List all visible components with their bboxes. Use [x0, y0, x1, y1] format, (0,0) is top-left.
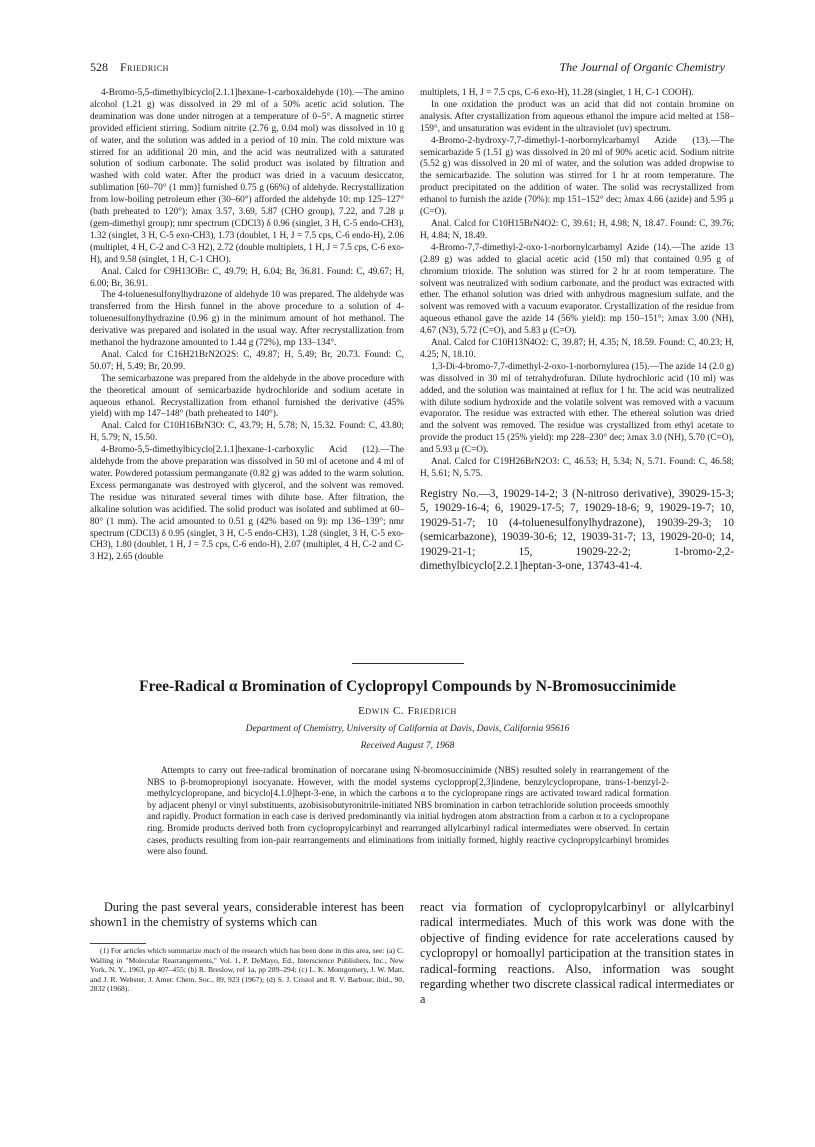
right-column	[420, 88, 734, 574]
left-column	[90, 88, 404, 564]
footnote-text: (1) For articles which summarize much of the research which has been done in this area, see: (a) C. Walling in "Molecular Rearrangements," Vol. 1, P. DeMayo, Ed., Interscience Publishers, Inc., New York, N. Y., 1963, pp 407–455; (b) R. Breslow, ref 1a, pp 289–294; (c) L. K. Montgomery, J. W. Matt, and J. R. Webster, J. Amer. Chem. Soc., 89, 923 (1967); (d) S. J. Cristol and R. V. Barbour, ibid., 90, 2832 (1968).	[90, 946, 404, 994]
footnote	[90, 943, 404, 994]
body-left	[90, 900, 404, 931]
paragraph: react via formation of cyclopropylcarbinyl or allylcarbinyl radical intermediates. Much of this work was done with the objective of finding evidence for rate accelerations caused by cyclopropyl or homoallyl participation at the transition states in radical-forming reactions. Also, information was sought regarding whether two discrete classical radical intermediates or a	[420, 900, 734, 1007]
body-right	[420, 900, 734, 1008]
paragraph: The 4-toluenesulfonylhydrazone of aldehyde 10 was prepared. The aldehyde was transferred from the Hirsh funnel in the above procedure to a solution of 4-toluenesulfonylhydrazine (0.96 g) in the minimum amount of hot methanol. The derivative was prepared and isolated in the usual way. After recrystallization from methanol the hydrazone amounted to 1.44 g (72%), mp 133–134°.	[90, 290, 404, 349]
article-affiliation: Department of Chemistry, University of California at Davis, Davis, California 95616	[245, 724, 570, 734]
footnote-rule	[90, 943, 146, 944]
paragraph: 4-Bromo-7,7-dimethyl-2-oxo-1-norbornylcarbamyl Azide (14).—The azide 13 (2.89 g) was added to glacial acetic acid (150 ml) that contained 0.95 g of chromium trioxide. The solution was stirred for 2 hr at room temperature. The solvent was neutralized with sodium carbonate, and the product was extracted with ether. The ethanol solution was dried with anhydrous magnesium sulfate, and the solvent was removed with a vacuum evaporator. Crystallization of the residue from aqueous ethanol gave the azide 14 (56% yield): mp 150–151°; λmax 3.00 (NH), 4.67 (N3), 5.72 (C=O), and 5.83 μ (C=O).	[420, 242, 734, 337]
paragraph: Anal. Calcd for C9H13OBr: C, 49.79; H, 6.04; Br, 36.81. Found: C, 49.67; H, 6.00; Br, 36.91.	[90, 266, 404, 289]
paragraph: Anal. Calcd for C16H21BrN2O2S: C, 49.87; H, 5.49; Br, 20.73. Found: C, 50.07; H, 5.49; Br, 20.99.	[90, 349, 404, 372]
abstract: Attempts to carry out free-radical bromination of norcarane using N-bromosuccinimide (NBS) resulted solely in rearrangement of the NBS to β-bromopropionyl isocyanate. However, with the model systems cyclopprop[2,3]indene, benzylcyclopropane, trans-1-benzyl-2-methylcyclopropane, and bicyclo[4.1.0]hept-3-ene, in which the carbons α to the cyclopropane rings are activated toward radical formation by adjacent phenyl or vinyl substituents, azobisisobutyronitrile-initiated NBS bromination in carbon tetrachloride solution proceeds smoothly and rapidly. Product formation in each case is derived predominantly via initial hydrogen atom abstraction from a carbon α to a cyclopropane ring. Bromide products derived both from cyclopropylcarbinyl and rearranged allylcarbinyl radical intermediates were observed. In certain cases, products resulting from ion-pair rearrangements and eliminations from initially formed, highly reactive cyclopropylcarbinyl bromides were also found.	[147, 765, 669, 857]
article-author: Edwin C. Friedrich	[358, 705, 457, 717]
received-date: Received August 7, 1968	[360, 741, 455, 751]
registry-numbers: Registry No.—3, 19029-14-2; 3 (N-nitroso derivative), 39029-15-3; 5, 19029-16-4; 6, 19029-17-5; 7, 19029-18-6; 9, 19029-19-7; 10, 19029-51-7; 10 (4-toluenesulfonylhydrazone), 19039-29-3; 10 (semicarbazone), 19039-30-6; 12, 19039-31-7; 13, 19029-20-0; 14, 19029-21-1; 15, 19029-22-2; 1-bromo-2,2-dimethylbicyclo[2.2.1]heptan-3-one, 13743-41-4.	[420, 487, 734, 573]
paragraph: The semicarbazone was prepared from the aldehyde in the above procedure with the theoretical amount of semicarbazide hydrochloride and sodium acetate in aqueous ethanol. Recrystallization from ethanol furnished the derivative (45% yield) with mp 147–148° (bath preheated to 140°).	[90, 373, 404, 420]
paragraph: Anal. Calcd for C19H26BrN2O3: C, 46.53; H, 5.34; N, 5.71. Found: C, 46.58; H, 5.61; N, 5.75.	[420, 457, 734, 479]
page-number: 528	[90, 60, 108, 74]
paragraph: During the past several years, considerable interest has been shown1 in the chemistry of systems which can	[90, 900, 404, 930]
paragraph: Anal. Calcd for C10H13N4O2: C, 39.87; H, 4.35; N, 18.59. Found: C, 40.23; H, 4.25; N, 18.10.	[420, 338, 734, 360]
paragraph: 4-Bromo-5,5-dimethylbicyclo[2.1.1]hexane-1-carboxylic Acid (12).—The aldehyde from the above preparation was dissolved in 50 ml of acetone and 4 ml of water. Powdered potassium permanganate (0.82 g) was added to the warm solution. Excess permanganate was destroyed with glycerol, and the solvent was removed. The residue was triturated several times with dilute base. After filtration, the alkaline solution was acidified. The solid product was isolated and sublimed at 60–80° (1 mm). The acid amounted to 0.51 g (42% based on 9): mp 136–139°; nmr spectrum (CDCl3) δ 0.95 (singlet, 3 H, C-5 endo-CH3), 1.28 (singlet, 3 H, C-5 exo-CH3), 1.80 (doublet, 1 H, J = 7.5 cps, C-6 endo-H), 2.07 (multiplet, 4 H, C-2 and C-3 H2), 2.65 (double	[90, 445, 404, 563]
paragraph: Anal. Calcd for C10H16BrN3O: C, 43.79; H, 5.78; N, 15.32. Found: C, 43.80; H, 5.79; N, 15.50.	[90, 421, 404, 444]
article-title: Free-Radical α Bromination of Cyclopropyl Compounds by N-Bromosuccinimide	[139, 678, 676, 695]
paragraph: In one oxidation the product was an acid that did not contain bromine on analysis. After crystallization from aqueous ethanol the impure acid melted at 158–159°, and unsaturation was evident in the ultraviolet (uv) spectrum.	[420, 99, 734, 134]
paragraph: multiplets, 1 H, J = 7.5 cps, C-6 exo-H), 11.28 (singlet, 1 H, C-1 COOH).	[420, 88, 694, 98]
section-divider	[352, 663, 464, 664]
running-author: Friedrich	[120, 60, 169, 74]
paragraph: 4-Bromo-5,5-dimethylbicyclo[2.1.1]hexane-1-carboxaldehyde (10).—The amino alcohol (1.21 g) was dissolved in 29 ml of a 50% acetic acid solution. The deamination was done under nitrogen at a temperature of 0–5°. A magnetic stirrer provided efficient stirring. Sodium nitrite (2.76 g, 0.04 mol) was dissolved in 10 g of water, and the solution was added in a period of 10 min. The cold mixture was stirred for an additional 20 min, and the acid was neutralized with a saturated solution of sodium carbonate. The solid product was isolated by filtration and washed with cold water. After the product was dried in a vacuum desiccator, sublimation [60–70° (1 mm)] furnished 0.75 g (66%) of aldehyde. Recrystallization from low-boiling petroleum ether (30–60°) afforded the aldehyde 10: mp 125–127° (bath preheated to 120°); λmax 3.57, 3.69, 5.87 (CHO group), 7.22, and 7.28 μ (gem-dimethyl group); nmr spectrum (CDCl3) δ 0.96 (singlet, 3 H, C-5 endo-CH3), 1.32 (singlet, 3 H, C-5 exo-CH3), 1.73 (doublet, 1 H, J = 7.5 cps, C-6 endo-H), 2.06 (multiplet, 4 H, C-2 and C-3 H2), 2.72 (double multiplets, 1 H, J = 7.5 cps, C-6 exo-H), and 9.58 (singlet, 1 H, C-1 CHO).	[90, 88, 404, 265]
journal-name: The Journal of Organic Chemistry	[559, 60, 725, 74]
running-header	[90, 60, 725, 80]
paragraph: Anal. Calcd for C10H15BrN4O2: C, 39.61; H, 4.98; N, 18.47. Found: C, 39.76; H, 4.84; N, 18.49.	[420, 218, 734, 241]
paragraph: 4-Bromo-2-hydroxy-7,7-dimethyl-1-norbornylcarbamyl Azide (13).—The semicarbazide 5 (1.51 g) was dissolved in 20 ml of 90% acetic acid. Sodium nitrite (5.52 g) was dissolved in 20 ml of water, and the solution was added dropwise to the semicarbazide. The solution was stirred for 1 hr at room temperature. The product precipitated on the addition of water. The solid was recrystallized from ethanol to furnish the azide (70%): mp 151–152° dec; λmax 4.66 (azide) and 5.95 μ (C=O).	[420, 135, 734, 218]
paragraph: 1,3-Di-4-bromo-7,7-dimethyl-2-oxo-1-norbornylurea (15).—The azide 14 (2.0 g) was dissolved in 30 ml of tetrahydrofuran. Dilute hydrochloric acid (10 ml) was added, and the solution was maintained at reflux for 1 hr. The acid was neutralized with dilute sodium hydroxide and the volatile solvent was removed with a vacuum evaporator. The residue was extracted with ether. The ethereal solution was dried and the solvent was removed. The residue was crystallized from ethyl acetate to provide the product 15 (25% yield): mp 228–230° dec; λmax 3.0 (NH), 5.70 (C=O), and 5.93 μ (C=O).	[420, 361, 734, 456]
